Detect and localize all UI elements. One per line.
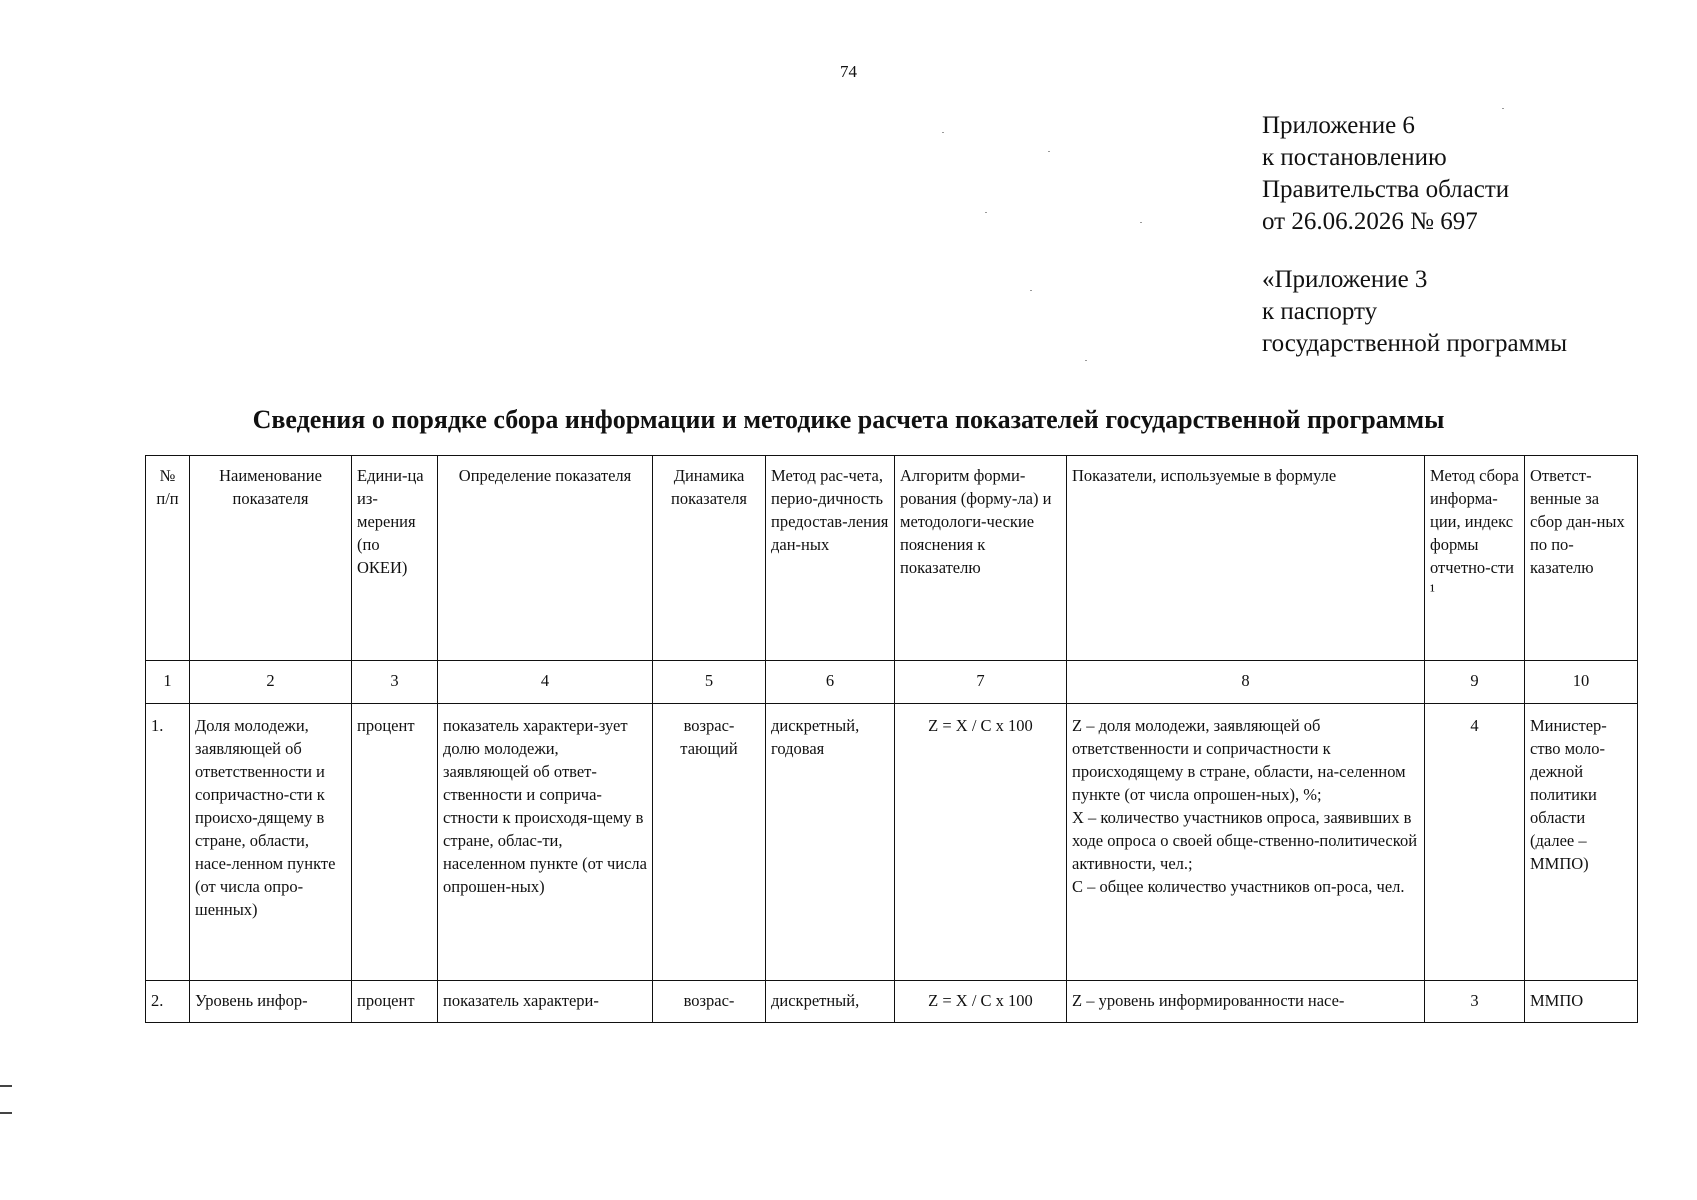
scan-mark <box>0 1085 12 1087</box>
annex-quote-line: «Приложение 3 <box>1262 266 1428 293</box>
column-number: 7 <box>895 661 1067 704</box>
column-number: 3 <box>352 661 438 704</box>
row-method-cell: дискретный, годовая <box>766 704 895 981</box>
row-collection-cell: 3 <box>1425 981 1525 1023</box>
header-cell-responsible: Ответст-венные за сбор дан-ных по по-казателю <box>1525 456 1638 661</box>
header-cell-indicators: Показатели, используемые в формуле <box>1067 456 1425 661</box>
row-num-cell: 1. <box>146 704 190 981</box>
scan-speck <box>1502 108 1504 109</box>
scan-speck <box>1030 290 1032 291</box>
row-collection-cell: 4 <box>1425 704 1525 981</box>
indicator-line: C – общее количество участников оп-роса, чел. <box>1072 877 1405 896</box>
annex-quote-line: к паспорту <box>1262 298 1378 325</box>
row-formula-cell: Z = X / C x 100 <box>895 704 1067 981</box>
column-number: 1 <box>146 661 190 704</box>
row-dynamics-cell: возрас- <box>653 981 766 1023</box>
indicator-line: Z – доля молодежи, заявляющей об ответственности и сопричастности к происходящему в стране, области, на-селенном пункте (от числа опрошен-ных), %; <box>1072 716 1406 804</box>
annex-quote-line: государственной программы <box>1262 330 1568 357</box>
scan-mark <box>0 1112 12 1114</box>
header-cell-dynamics: Динамика показателя <box>653 456 766 661</box>
row-indicators-cell <box>1067 704 1425 981</box>
scan-speck <box>1140 222 1142 223</box>
indicator-line: X – количество участников опроса, заявивших в ходе опроса о своей обще-ственно-политической активности, чел.; <box>1072 808 1418 873</box>
scan-speck <box>985 212 987 213</box>
row-definition-cell: показатель характери-зует долю молодежи, заявляющей об ответ-ственности и соприча-стности к происходя-щему в стране, облас-ти, населенном пункте (от числа опрошен-ных) <box>438 704 653 981</box>
annex-line: к постановлению <box>1262 144 1447 171</box>
annex-block <box>1262 110 1567 360</box>
annex-line: Приложение 6 <box>1262 112 1415 139</box>
row-indicators-cell <box>1067 981 1425 1023</box>
header-cell-formula: Алгоритм форми-рования (форму-ла) и методологи-ческие пояснения к показателю <box>895 456 1067 661</box>
column-number: 8 <box>1067 661 1425 704</box>
indicator-line: Z – уровень информированности насе- <box>1072 991 1345 1010</box>
header-cell-num: № п/п <box>146 456 190 661</box>
column-number: 4 <box>438 661 653 704</box>
header-row <box>146 456 1638 661</box>
header-cell-unit: Едини-ца из-мерения (по ОКЕИ) <box>352 456 438 661</box>
row-name-cell: Доля молодежи, заявляющей об ответственности и сопричастно-сти к происхо-дящему в стране, области, насе-ленном пункте (от числа опро-шенных) <box>190 704 352 981</box>
scan-speck <box>942 132 944 133</box>
scan-speck <box>1048 151 1050 152</box>
column-number-row <box>146 661 1638 704</box>
document-title: Сведения о порядке сбора информации и методике расчета показателей государственной программы <box>252 405 1445 434</box>
column-number: 10 <box>1525 661 1638 704</box>
header-cell-collection: Метод сбора информа-ции, индекс формы отчетно-сти ¹ <box>1425 456 1525 661</box>
row-formula-cell: Z = X / C x 100 <box>895 981 1067 1023</box>
row-unit-cell: процент <box>352 704 438 981</box>
column-number: 9 <box>1425 661 1525 704</box>
header-cell-method: Метод рас-чета, перио-дичность предостав-ления дан-ных <box>766 456 895 661</box>
header-cell-name: Наименование показателя <box>190 456 352 661</box>
row-name-cell: Уровень инфор- <box>190 981 352 1023</box>
row-responsible-cell: Министер-ство моло-дежной политики области (далее – ММПО) <box>1525 704 1638 981</box>
annex-line: Правительства области <box>1262 176 1510 203</box>
indicators-table <box>145 455 1638 1023</box>
column-number: 6 <box>766 661 895 704</box>
table-row <box>146 981 1638 1023</box>
column-number: 5 <box>653 661 766 704</box>
row-responsible-cell: ММПО <box>1525 981 1638 1023</box>
row-dynamics-cell: возрас-тающий <box>653 704 766 981</box>
row-method-cell: дискретный, <box>766 981 895 1023</box>
scan-speck <box>1085 360 1087 361</box>
header-cell-definition: Определение показателя <box>438 456 653 661</box>
page-number: 74 <box>840 62 857 81</box>
table-row <box>146 704 1638 981</box>
column-number: 2 <box>190 661 352 704</box>
row-num-cell: 2. <box>146 981 190 1023</box>
annex-line: от 26.06.2026 № 697 <box>1262 208 1478 235</box>
row-definition-cell: показатель характери- <box>438 981 653 1023</box>
row-unit-cell: процент <box>352 981 438 1023</box>
